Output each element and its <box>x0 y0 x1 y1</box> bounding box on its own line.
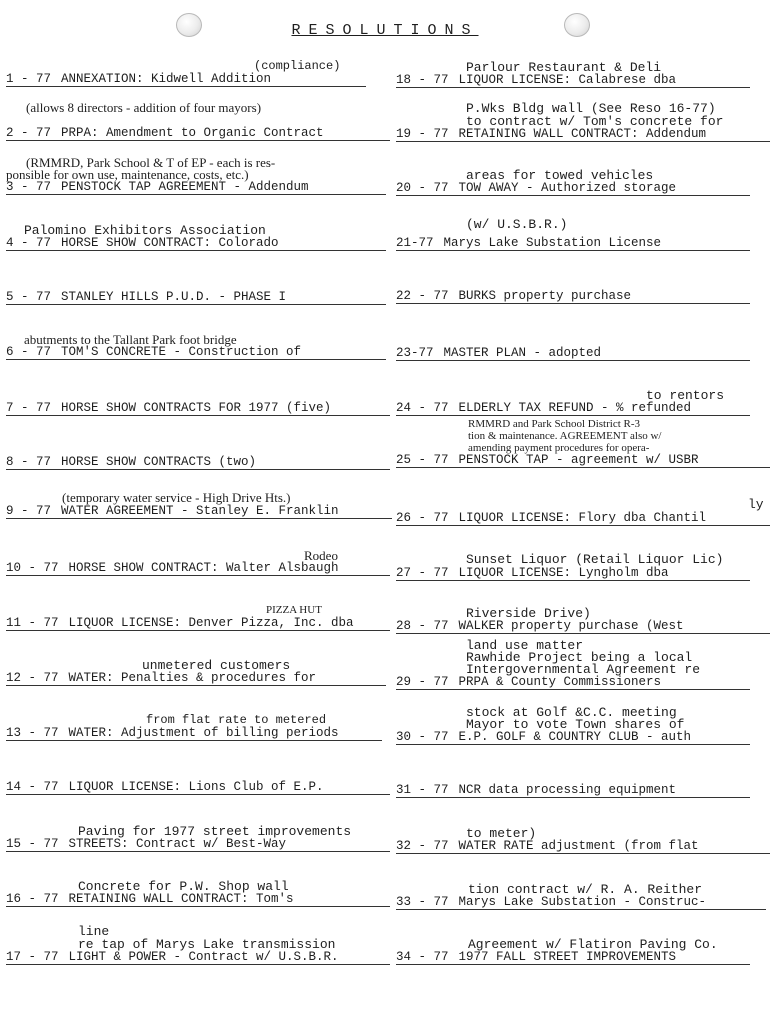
underline-rule <box>396 467 770 468</box>
underline-rule <box>396 689 750 690</box>
resolution-number: 7 - 77 <box>6 401 52 415</box>
entry-title <box>6 892 294 907</box>
entry-title <box>396 675 661 690</box>
resolution-number: 14 - 77 <box>6 780 59 794</box>
entry-note: (RMMRD, Park School & T of EP - each is res- <box>26 155 276 170</box>
underline-rule <box>396 415 750 416</box>
entry-note: (w/ U.S.B.R.) <box>466 217 568 232</box>
entry-title <box>6 671 316 686</box>
entry-note: re tap of Marys Lake transmission <box>78 937 336 952</box>
entry-note: to meter) <box>466 826 537 841</box>
underline-rule <box>396 195 750 196</box>
entry-title <box>396 783 676 798</box>
entry-title <box>396 73 676 88</box>
entry-note: to contract w/ Tom's concrete for <box>466 114 724 129</box>
entry-title <box>396 346 601 361</box>
resolution-number: 23-77 <box>396 346 434 360</box>
resolution-subject: Marys Lake Substation License <box>443 236 662 250</box>
underline-rule <box>6 86 366 87</box>
underline-rule <box>396 87 750 88</box>
entry-title <box>396 511 706 526</box>
entry-note: PIZZA HUT <box>266 604 322 616</box>
resolution-number: 19 - 77 <box>396 127 449 141</box>
entry-note: land use matter <box>466 638 584 653</box>
resolution-number: 25 - 77 <box>396 453 449 467</box>
entry-note: areas for towed vehicles <box>466 168 654 183</box>
page-title: RESOLUTIONS <box>291 22 479 39</box>
entry-note: Intergovernmental Agreement re <box>466 662 701 677</box>
underline-rule <box>6 518 392 519</box>
resolution-number: 16 - 77 <box>6 892 59 906</box>
entry-note: P.Wks Bldg wall (See Reso 16-77) <box>466 101 716 116</box>
resolution-subject: PRPA: Amendment to Organic Contract <box>61 126 324 140</box>
entry-note: ponsible for own use, maintenance, costs, etc.) <box>6 167 249 182</box>
entry-note: ly <box>748 497 764 512</box>
resolution-number: 3 - 77 <box>6 180 52 194</box>
resolution-number: 28 - 77 <box>396 619 449 633</box>
underline-rule <box>6 906 390 907</box>
resolution-subject: PENSTOCK TAP AGREEMENT - Addendum <box>61 180 309 194</box>
resolution-number: 32 - 77 <box>396 839 449 853</box>
underline-rule <box>396 360 750 361</box>
resolution-subject: WATER: Adjustment of billing periods <box>68 726 339 740</box>
entry-note: Rodeo <box>304 548 338 563</box>
entry-note: Agreement w/ Flatiron Paving Co. <box>468 937 718 952</box>
entry-note: Concrete for P.W. Shop wall <box>78 879 289 894</box>
entry-note: Riverside Drive) <box>466 606 591 621</box>
entry-title <box>6 126 324 141</box>
underline-rule <box>396 250 750 251</box>
resolution-subject: NCR data processing equipment <box>458 783 677 797</box>
resolution-number: 21-77 <box>396 236 434 250</box>
underline-rule <box>396 525 770 526</box>
entry-note: (temporary water service - High Drive Hts.) <box>62 490 291 505</box>
entry-title <box>6 401 331 416</box>
resolution-number: 1 - 77 <box>6 72 52 86</box>
entry-note: abutments to the Tallant Park foot bridge <box>24 332 237 347</box>
entry-note: Sunset Liquor (Retail Liquor Lic) <box>466 552 724 567</box>
entry-title <box>6 726 339 741</box>
entry-title <box>6 561 339 576</box>
underline-rule <box>396 909 766 910</box>
entry-title <box>396 236 661 251</box>
resolution-subject: WATER: Penalties & procedures for <box>68 671 317 685</box>
resolution-number: 12 - 77 <box>6 671 59 685</box>
resolution-number: 17 - 77 <box>6 950 59 964</box>
resolution-subject: HORSE SHOW CONTRACTS (two) <box>61 455 257 469</box>
entry-title <box>6 345 301 360</box>
resolution-subject: LIGHT & POWER - Contract w/ U.S.B.R. <box>68 950 339 964</box>
underline-rule <box>396 303 750 304</box>
resolution-subject: TOM'S CONCRETE - Construction of <box>61 345 302 359</box>
resolution-subject: ELDERLY TAX REFUND - % refunded <box>458 401 692 415</box>
resolution-subject: STANLEY HILLS P.U.D. - PHASE I <box>61 290 287 304</box>
underline-rule <box>6 140 390 141</box>
resolution-number: 33 - 77 <box>396 895 449 909</box>
underline-rule <box>396 141 770 142</box>
entry-note: (compliance) <box>254 59 341 73</box>
resolution-subject: BURKS property purchase <box>458 289 632 303</box>
resolution-number: 8 - 77 <box>6 455 52 469</box>
resolution-subject: HORSE SHOW CONTRACTS FOR 1977 (five) <box>61 401 332 415</box>
resolution-subject: RETAINING WALL CONTRACT: Addendum <box>458 127 707 141</box>
underline-rule <box>6 851 390 852</box>
resolution-number: 15 - 77 <box>6 837 59 851</box>
underline-rule <box>6 469 390 470</box>
resolution-subject: HORSE SHOW CONTRACT: Colorado <box>61 236 279 250</box>
resolution-number: 22 - 77 <box>396 289 449 303</box>
underline-rule <box>396 580 750 581</box>
entry-note: Parlour Restaurant & Deli <box>466 60 662 75</box>
entry-title <box>396 181 676 196</box>
underline-rule <box>6 250 386 251</box>
entry-title <box>6 180 309 195</box>
entry-title <box>396 566 669 581</box>
underline-rule <box>396 633 770 634</box>
entry-note: unmetered customers <box>142 658 291 673</box>
entry-note: Rawhide Project being a local <box>466 650 693 665</box>
entry-title <box>396 950 676 965</box>
resolution-subject: PRPA & County Commissioners <box>458 675 662 689</box>
entry-note: Palomino Exhibitors Association <box>24 223 266 238</box>
resolution-number: 5 - 77 <box>6 290 52 304</box>
resolution-number: 26 - 77 <box>396 511 449 525</box>
entry-note: line <box>78 924 110 939</box>
resolution-number: 24 - 77 <box>396 401 449 415</box>
resolution-subject: LIQUOR LICENSE: Lions Club of E.P. <box>68 780 324 794</box>
resolution-subject: LIQUOR LICENSE: Lyngholm dba <box>458 566 669 580</box>
resolution-subject: 1977 FALL STREET IMPROVEMENTS <box>458 950 677 964</box>
resolution-subject: TOW AWAY - Authorized storage <box>458 181 677 195</box>
underline-rule <box>396 797 750 798</box>
resolution-subject: ANNEXATION: Kidwell Addition <box>61 72 272 86</box>
resolution-subject: LIQUOR LICENSE: Flory dba Chantil <box>458 511 707 525</box>
entry-title <box>396 895 706 910</box>
entry-title <box>6 455 256 470</box>
underline-rule <box>396 964 750 965</box>
entry-note: (allows 8 directors - addition of four mayors) <box>26 100 262 115</box>
entry-title <box>6 837 286 852</box>
underline-rule <box>6 630 390 631</box>
underline-rule <box>6 359 386 360</box>
underline-rule <box>6 794 390 795</box>
entry-title <box>6 616 354 631</box>
resolution-number: 18 - 77 <box>396 73 449 87</box>
entry-title <box>6 780 324 795</box>
resolution-number: 29 - 77 <box>396 675 449 689</box>
entry-title <box>396 401 691 416</box>
resolution-subject: RETAINING WALL CONTRACT: Tom's <box>68 892 294 906</box>
resolution-subject: HORSE SHOW CONTRACT: Walter Alsbaugh <box>68 561 339 575</box>
entry-title <box>396 289 631 304</box>
entry-note: Mayor to vote Town shares of <box>466 717 685 732</box>
resolution-number: 4 - 77 <box>6 236 52 250</box>
resolution-subject: WATER RATE adjustment (from flat <box>458 839 699 853</box>
entry-title <box>396 453 699 468</box>
resolution-number: 30 - 77 <box>396 730 449 744</box>
resolution-number: 10 - 77 <box>6 561 59 575</box>
resolution-subject: WALKER property purchase (West <box>458 619 684 633</box>
underline-rule <box>6 194 386 195</box>
resolution-subject: LIQUOR LICENSE: Denver Pizza, Inc. dba <box>68 616 354 630</box>
underline-rule <box>6 685 386 686</box>
entry-title <box>396 127 706 142</box>
entry-note: stock at Golf &C.C. meeting <box>466 705 677 720</box>
resolution-subject: E.P. GOLF & COUNTRY CLUB - auth <box>458 730 692 744</box>
resolution-number: 20 - 77 <box>396 181 449 195</box>
resolution-number: 31 - 77 <box>396 783 449 797</box>
entry-title <box>6 950 339 965</box>
entry-note: from flat rate to metered <box>146 713 327 727</box>
underline-rule <box>6 415 390 416</box>
resolution-subject: LIQUOR LICENSE: Calabrese dba <box>458 73 677 87</box>
entry-note: to rentors <box>646 388 725 403</box>
underline-rule <box>396 853 770 854</box>
resolution-number: 9 - 77 <box>6 504 52 518</box>
entry-title <box>6 72 271 87</box>
underline-rule <box>6 575 390 576</box>
resolution-subject: STREETS: Contract w/ Best-Way <box>68 837 287 851</box>
resolution-subject: Marys Lake Substation - Construc- <box>458 895 707 909</box>
entry-note: amending payment procedures for opera- <box>468 442 650 454</box>
underline-rule <box>396 744 750 745</box>
resolution-subject: PENSTOCK TAP - agreement w/ USBR <box>458 453 699 467</box>
resolution-number: 6 - 77 <box>6 345 52 359</box>
underline-rule <box>6 964 390 965</box>
entry-title <box>396 730 691 745</box>
entry-title <box>6 504 339 519</box>
entry-note: RMMRD and Park School District R-3 <box>468 418 641 430</box>
entry-title <box>6 236 279 251</box>
entry-title <box>396 619 684 634</box>
entry-title <box>396 839 699 854</box>
entry-note: tion & maintenance. AGREEMENT also w/ <box>468 430 662 442</box>
resolution-subject: WATER AGREEMENT - Stanley E. Franklin <box>61 504 339 518</box>
entry-note: tion contract w/ R. A. Reither <box>468 882 703 897</box>
resolution-number: 11 - 77 <box>6 616 59 630</box>
resolution-number: 13 - 77 <box>6 726 59 740</box>
underline-rule <box>6 740 382 741</box>
resolution-number: 27 - 77 <box>396 566 449 580</box>
underline-rule <box>6 304 386 305</box>
resolution-number: 2 - 77 <box>6 126 52 140</box>
resolution-subject: MASTER PLAN - adopted <box>443 346 602 360</box>
entry-note: Paving for 1977 street improvements <box>78 824 352 839</box>
entry-title <box>6 290 286 305</box>
resolution-number: 34 - 77 <box>396 950 449 964</box>
